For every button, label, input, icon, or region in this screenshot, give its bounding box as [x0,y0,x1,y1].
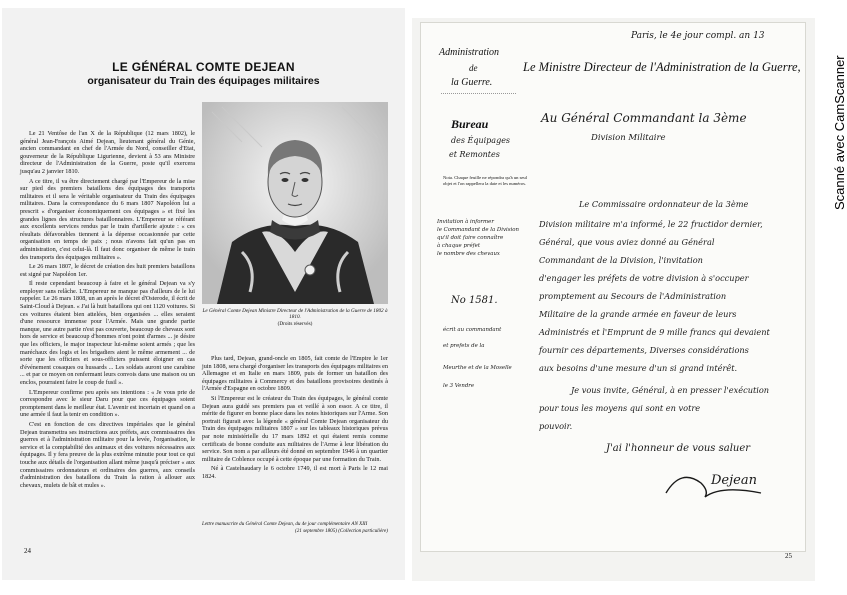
letter-body-line: fournir ces départements, Diverses considérations [539,345,749,355]
paragraph: Né à Castelnaudary le 6 octobre 1749, il est mort à Paris le 12 mai 1824. [202,465,388,480]
page-number-right: 25 [785,552,792,560]
paragraph: A ce titre, il va être directement chargé par l'Empereur de la mise sur pied des premiers bataillons des équipages des transports militaires et il sera le véritable organisateur du Train des équipages militaires. Dans la correspondance du 6 mars 1807 Napoléon lui a prescrit « d'organiser économiquement ces équipages » et fixé les grandes lignes des structures bataillonnaires. L'Empereur se référant aux excellents services rendus par le train d'artillerie ajoute : « ces résultats défavorables tiennent à la dépense occasionnée par cette organisation en temps de paix ; nous n'avons fait qu'un pas en administration, c'est celui-là. Il faut donc organiser de même le train des transports des équipages militaires ». [20,177,195,261]
letter-body-line: aux besoins d'une mesure d'un si grand intérêt. [539,363,738,373]
portrait-caption [202,308,388,327]
margin-note: Meurthe et de la Moselle [443,365,512,371]
letter-body-line: Administrés et l'Emprunt de 9 mille francs qui devaient [539,327,770,337]
margin-note: le Commandant de la Division [437,227,519,233]
header-rule [441,93,516,94]
margin-note: écrit au commandant [443,327,502,333]
bureau-line2: et Remontes [449,150,500,159]
signature: Dejean [711,473,757,488]
printed-header-admin: Administration [439,47,500,58]
letter-body-line: Le Commissaire ordonnateur de la 3ème [579,199,749,209]
printed-header-de: de [469,63,478,73]
letter-caption-line2: (21 septembre 1805) (Collection particulière) [295,527,388,534]
addressee-line2: Division Militaire [591,133,666,143]
left-page [2,8,405,580]
paragraph: C'est en fonction de ces directives impériales que le général Dejean transmettra ses instructions aux préfets, aux commissaires des guerres et à l'administration militaire pour la levée, l'organisation, le service et la comptabilité des animaux et des voitures nécessaires aux équipages. Il y fera preuve de la plus extrême minutie pour tout ce qui touche aux détails de l'organisation allant même jusqu'à préciser « aux commissaires ordonnateurs et ordinaires des guerres, aux conseils d'administration des bataillons du Train la ration à allouer aux chevaux, mulets de bât et mules ». [20,420,195,489]
letter-number: No 1581. [451,295,498,306]
letter-body-line: pour tous les moyens qui sont en votre [539,403,701,413]
page-number-left: 24 [24,547,31,555]
letter-body-line: Division militaire m'a informé, le 22 fructidor dernier, [539,219,763,229]
right-page [412,18,815,581]
margin-note: le 3 Vendre [443,383,475,389]
margin-note: et prefets de la [443,343,485,349]
article-title: LE GÉNÉRAL COMTE DEJEAN [112,60,295,74]
scanner-watermark [814,10,847,220]
paragraph: L'Empereur confirme peu après ses intentions : « Je vous prie de correspondre avec le sieur Daru pour que ces équipages soient promptement dans le meilleur état. L'avenir est incertain et quand on a une armée il faut la tenir en condition ». [20,388,195,419]
margin-note: Invitation à informer [437,219,494,225]
paragraph: Il reste cependant beaucoup à faire et le général Dejean va s'y employer sans relâche. L'Empereur ne manque pas d'ailleurs de le lui rappeler. Le 26 mars 1808, un an après le décret d'Osterode, il écrit de Saint-Cloud à Dejean. « J'ai là huit bataillons qui ont 1120 voitures. Si ces voitures étaient bien attelées, bien organisées ... elles seraient d'une ressource immense pour l'Armée. Mais une grande partie manque, une autre partie n'est pas couverte, beaucoup de chevaux sont hors de service et beaucoup d'hommes n'ont point d'armes ... je désire que les officiers, le major inspecteur lui-même soient armés ; que les maréchaux des logis et les brigadiers aient le même armement ... de sorte que les officiers et sous-officiers puissent éloigner en cas d'événement cosaques ou hussards ... Les soldats auront une carabine ... et par ce moyen on renfermant leurs convois dans une maison ou un enclos, pourraient faire le coup de fusil ». [20,280,195,386]
paragraph: Le 26 mars 1807, le décret de création des huit premiers bataillons est signé par Napoléon 1er. [20,263,195,278]
text-column-left [20,130,195,560]
margin-note: le nombre des chevaux [437,251,500,257]
letter-body-line: pouvoir. [539,421,573,431]
portrait-caption-text: Le Général Comte Dejean Ministre Directeur de l'Administration de la Guerre de 1802 à 1810. [202,308,388,321]
text-column-right [202,355,388,525]
bureau-line1: des Équipages [451,136,511,145]
printed-header-guerre: la Guerre. [451,77,493,88]
letter-body-line: Commandant de la Division, l'invitation [539,255,703,265]
letter-body-line: d'engager les préfets de votre division à s'occuper [539,273,749,283]
paragraph: Le 21 Ventôse de l'an X de la République (12 mars 1802), le général Jean-François Aimé Dejean, lieutenant général du Génie, ancien commandant en chef de l'Armée du Nord, conseiller d'Etat, gouverneur de la République Ligurienne, devient à 53 ans Ministre directeur de l'Administration de la Guerre, poste qu'il exercera jusqu'au 2 janvier 1810. [20,130,195,175]
letter-body-line: Général, que vous aviez donné au Général [539,237,715,247]
printed-header-minister: Le Ministre Directeur de l'Administration de la Guerre, [523,60,801,74]
letter-body-line: promptement au Secours de l'Administration [539,291,727,301]
paragraph: Si l'Empereur est le créateur du Train des équipages, le général comte Dejean aura guidé ses premiers pas et veillé à son essor. A ce titre, il mérite de figurer en bonne place dans les notes historiques sur l'Arme. Son portrait figurait avec la légende « général Comte Dejean organisateur du Train des équipages militaires 1807 » sur les tableaux historiques prévus par note ministérielle du 17 mars 1892 et qui étaient remis comme certificats de bonne conduite aux militaires de l'Arme à leur libération du service. Son nom a par ailleurs été donné en septembre 1946 à un quartier militaire de Coblence occupé à cette époque par une formation du Train. [202,394,388,463]
margin-note: qu'il doit faire connaître [437,235,504,241]
letter-body-line: Militaire de la grande armée en faveur de leurs [539,309,737,319]
paragraph: Plus tard, Dejean, grand-oncle en 1805, fait comte de l'Empire le 1er juin 1808, sera chargé d'organiser les transports des équipages militaires en Allemagne et en Italie en mars 1809, puis de former un bataillon des équipages militaires à Commercy et des bataillons provisoires destinés à l'Armée d'Espagne en octobre 1809. [202,355,388,393]
manuscript-letter [420,22,806,552]
bureau-label: Bureau [451,117,489,131]
letter-body-line: Je vous invite, Général, à en presser l'exécution [571,385,770,395]
letter-caption-line1: Lettre manuscrite du Général Comte Dejean, du 4e jour complémentaire AN XIII [202,521,368,527]
margin-note: à chaque préfet [437,243,481,249]
date-line: Paris, le 4e jour compl. an 13 [631,31,765,41]
portrait-credit: (Droits réservés) [277,320,313,327]
portrait-engraving [202,102,388,304]
article-subtitle: organisateur du Train des équipages militaires [87,75,320,87]
letter-closing: J'ai l'honneur de vous saluer [606,443,751,454]
signature-flourish-icon [661,463,781,503]
printed-nota: Nota. Chaque feuille ne répondra qu'à un seul objet et l'on rappellera la date et les numéros. [443,175,527,186]
portrait-figure-icon [202,102,388,304]
watermark-text: Scanné avec CamScanner [832,55,847,210]
letter-caption [202,521,388,535]
addressee-line1: Au Général Commandant la 3ème [541,111,747,125]
